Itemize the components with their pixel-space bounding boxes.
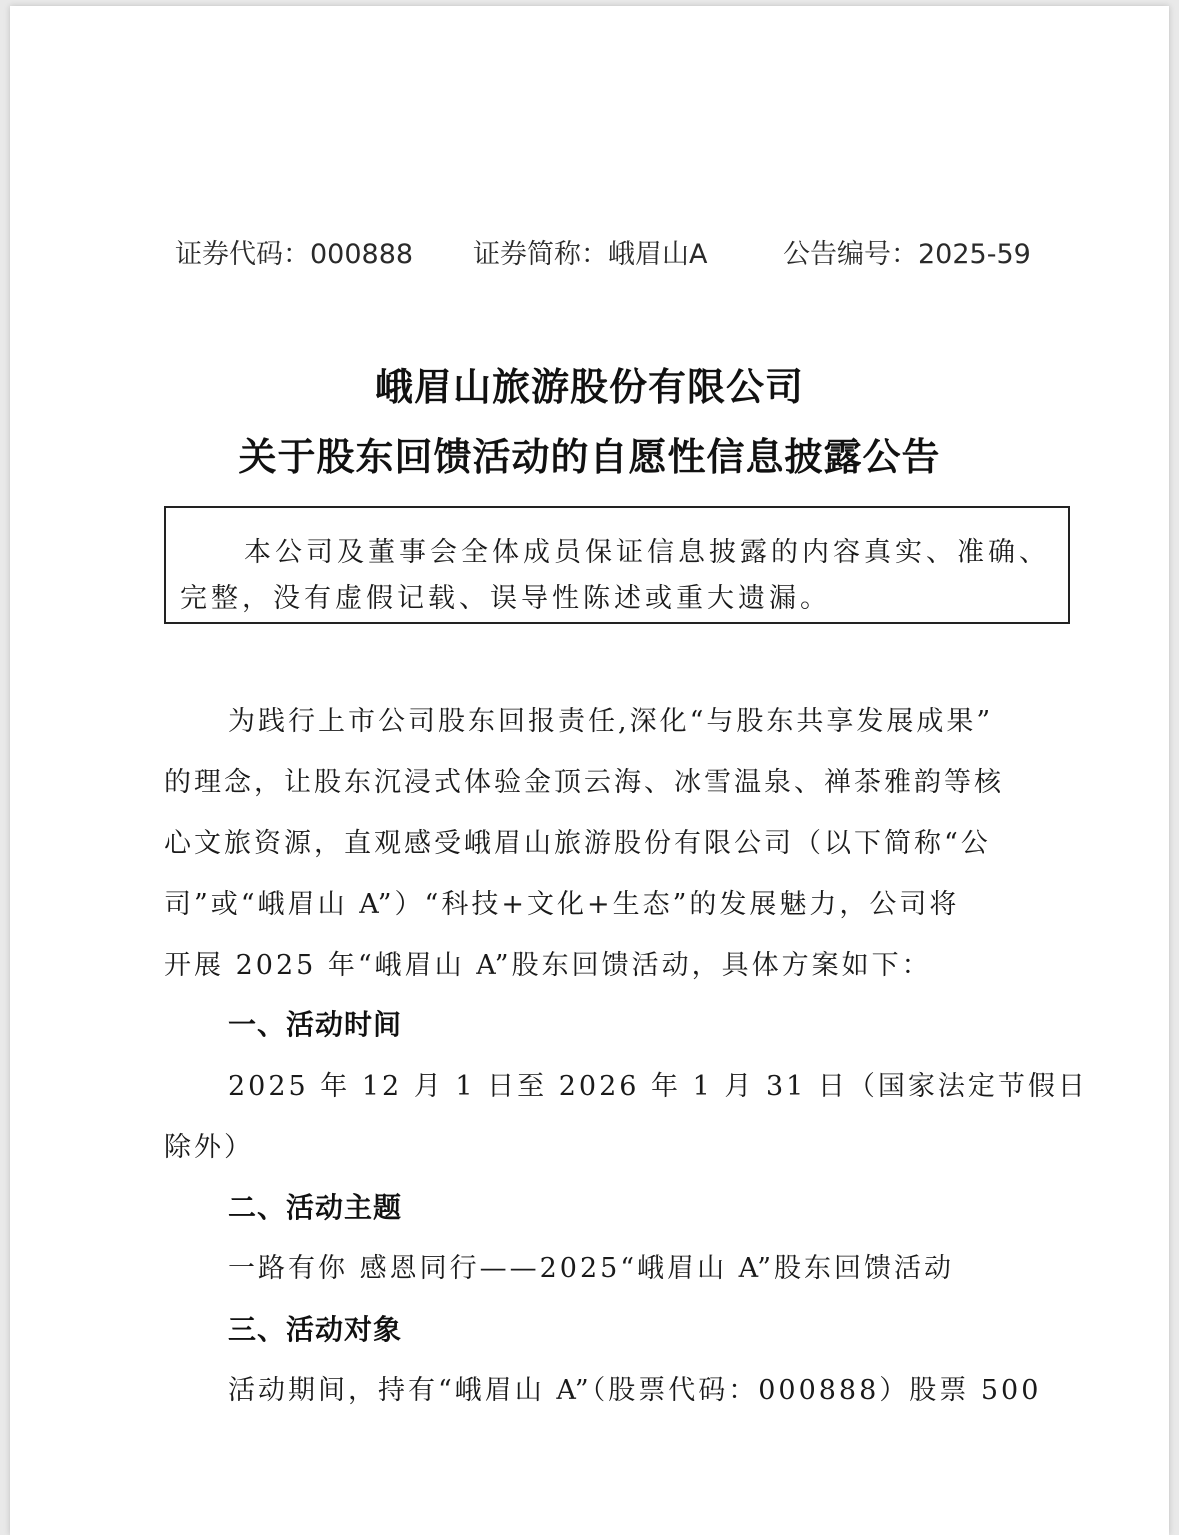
section-title-activity-theme: 二、活动主题 <box>228 1191 403 1224</box>
announcement-title: 关于股东回馈活动的自愿性信息披露公告 <box>238 435 941 479</box>
intro-line: 为践行上市公司股东回报责任,深化“与股东共享发展成果” <box>228 706 994 737</box>
intro-line: 心文旅资源，直观感受峨眉山旅游股份有限公司（以下简称“公 <box>164 828 991 859</box>
activity-time-line: 2025 年 12 月 1 日至 2026 年 1 月 31 日（国家法定节假日 <box>228 1071 1088 1102</box>
activity-target-line: 活动期间，持有“峨眉山 A”（股票代码：000888）股票 500 <box>228 1375 1042 1406</box>
activity-time-line: 除外） <box>164 1132 254 1163</box>
notice-line: 完整，没有虚假记载、误导性陈述或重大遗漏。 <box>180 583 831 614</box>
board-guarantee-notice <box>164 506 1070 624</box>
notice-line: 本公司及董事会全体成员保证信息披露的内容真实、准确、 <box>244 537 1050 568</box>
announcement-header <box>10 232 1169 272</box>
activity-theme-line: 一路有你 感恩同行——2025“峨眉山 A”股东回馈活动 <box>228 1253 955 1284</box>
security-code: 证券代码：000888 <box>175 239 414 270</box>
document-page <box>10 6 1169 1535</box>
intro-line: 司”或“峨眉山 A”）“科技+文化+生态”的发展魅力，公司将 <box>164 889 960 920</box>
security-short-name: 证券简称：峨眉山A <box>473 239 708 270</box>
announcement-number: 公告编号：2025-59 <box>783 239 1031 270</box>
section-title-activity-time: 一、活动时间 <box>228 1008 403 1041</box>
intro-line: 的理念，让股东沉浸式体验金顶云海、冰雪温泉、禅茶雅韵等核 <box>164 767 1004 798</box>
intro-line: 开展 2025 年“峨眉山 A”股东回馈活动，具体方案如下： <box>164 950 932 981</box>
company-title: 峨眉山旅游股份有限公司 <box>374 365 804 409</box>
section-title-activity-target: 三、活动对象 <box>228 1313 403 1346</box>
